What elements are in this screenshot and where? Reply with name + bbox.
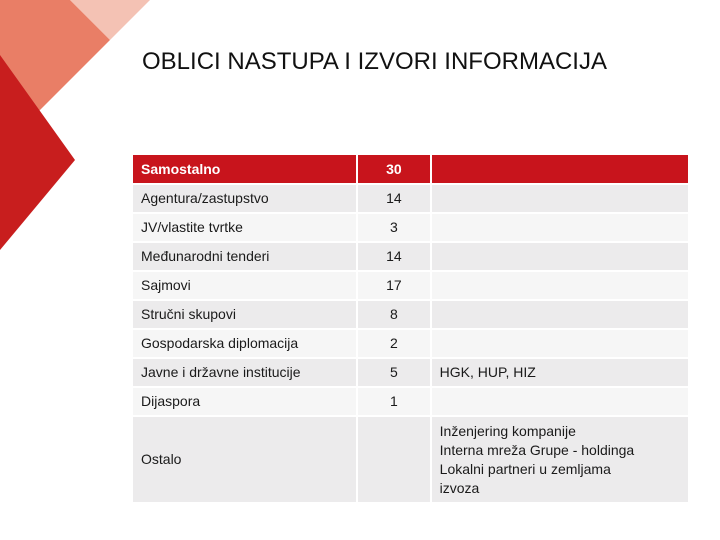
- row-label-cell: Sajmovi: [133, 271, 357, 300]
- row-label-cell: Agentura/zastupstvo: [133, 184, 357, 213]
- row-count-cell: [357, 416, 430, 503]
- row-note-cell: [431, 329, 689, 358]
- note-line: Interna mreža Grupe - holdinga: [439, 441, 635, 458]
- header-count-cell: 30: [357, 155, 430, 184]
- row-label-cell: Stručni skupovi: [133, 300, 357, 329]
- row-note-cell: [431, 184, 689, 213]
- table-row: [133, 358, 689, 387]
- row-count-cell: 1: [357, 387, 430, 416]
- table-row: [133, 387, 689, 416]
- row-count-cell: 8: [357, 300, 430, 329]
- row-count-cell: 5: [357, 358, 430, 387]
- row-label-cell: Javne i državne institucije: [133, 358, 357, 387]
- table-header-row: [133, 155, 689, 184]
- row-count-cell: 14: [357, 242, 430, 271]
- row-note-cell: [431, 242, 689, 271]
- note-line: Lokalni partneri u zemljama: [439, 460, 611, 477]
- row-count-cell: 3: [357, 213, 430, 242]
- row-label-cell: Dijaspora: [133, 387, 357, 416]
- note-line: izvoza: [439, 479, 480, 496]
- table-row: [133, 213, 689, 242]
- row-count-cell: 17: [357, 271, 430, 300]
- row-label-cell: Međunarodni tenderi: [133, 242, 357, 271]
- row-label-cell: Gospodarska diplomacija: [133, 329, 357, 358]
- info-sources-table: [133, 155, 690, 504]
- row-label-cell: Ostalo: [133, 416, 357, 503]
- row-count-cell: 14: [357, 184, 430, 213]
- note-line: Inženjering kompanije: [439, 422, 576, 439]
- row-note-cell: [431, 213, 689, 242]
- row-count-cell: 2: [357, 329, 430, 358]
- header-note-cell: [431, 155, 689, 184]
- page-title: OBLICI NASTUPA I IZVORI INFORMACIJA: [142, 48, 607, 75]
- table-row: [133, 300, 689, 329]
- table-row: [133, 184, 689, 213]
- row-note-cell: HGK, HUP, HIZ: [431, 358, 689, 387]
- row-note-cell: [431, 416, 689, 503]
- table-row-last: [133, 416, 689, 503]
- row-note-cell: [431, 387, 689, 416]
- row-label-cell: JV/vlastite tvrtke: [133, 213, 357, 242]
- row-note-cell: [431, 271, 689, 300]
- table-row: [133, 271, 689, 300]
- header-label-cell: Samostalno: [133, 155, 357, 184]
- table-row: [133, 242, 689, 271]
- row-note-cell: [431, 300, 689, 329]
- table-row: [133, 329, 689, 358]
